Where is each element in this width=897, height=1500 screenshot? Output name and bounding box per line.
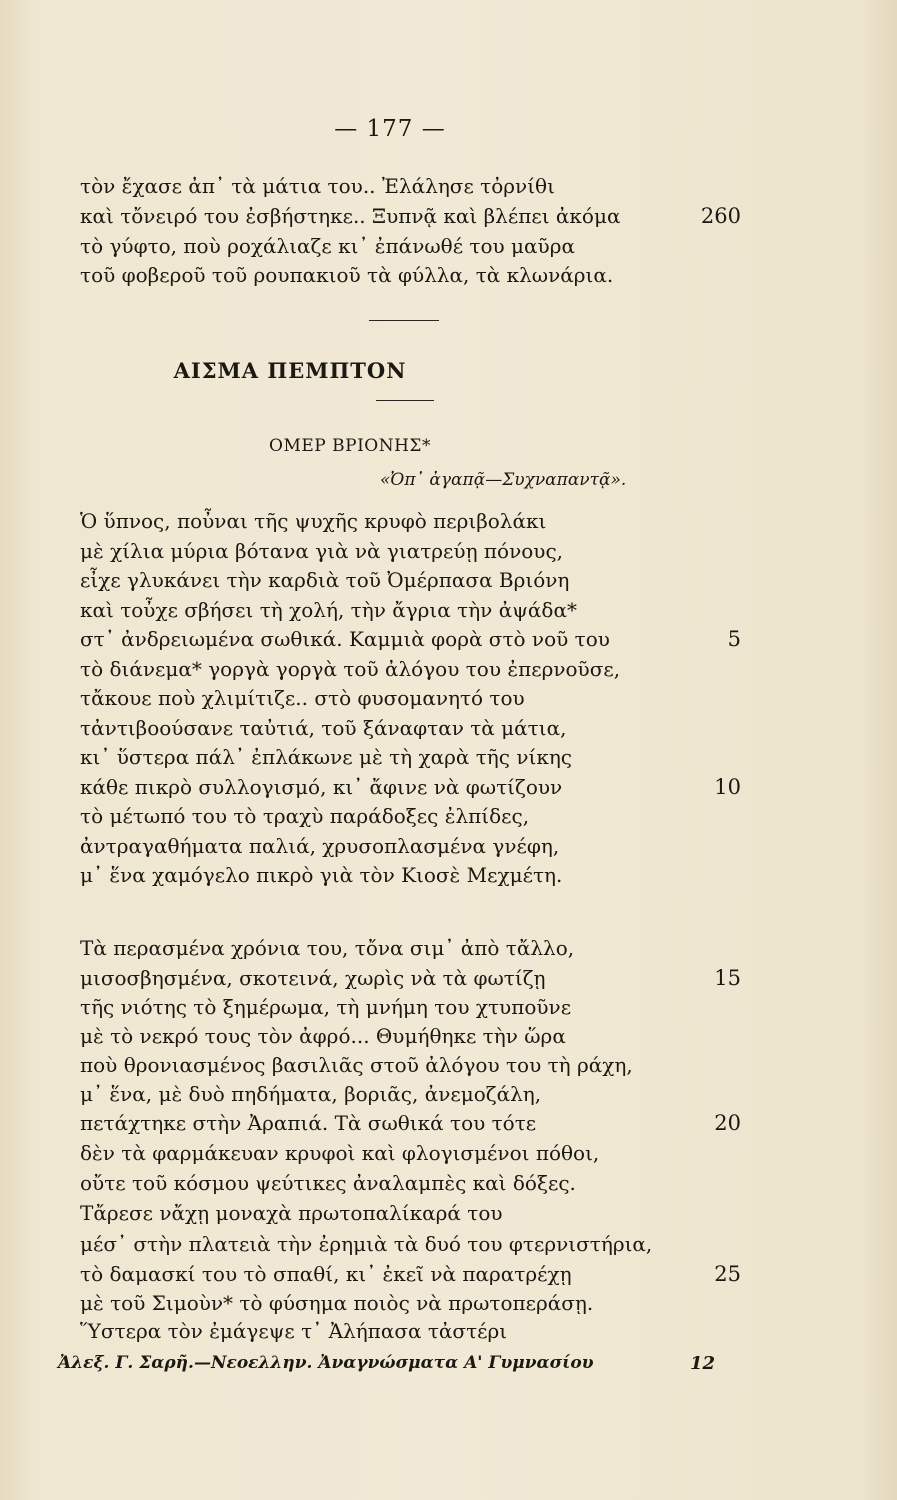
verse-line: μισοσβησμένα, σκοτεινά, χωρὶς νὰ τὰ φωτίζῃ xyxy=(80,966,546,990)
verse-line: μ᾽ ἕνα, μὲ δυὸ πηδήματα, βοριᾶς, ἀνεμοζάλη, xyxy=(80,1082,542,1106)
verse-line: τῆς νιότης τὸ ξημέρωμα, τὴ μνήμη του χτυποῦνε xyxy=(80,995,572,1019)
verse-line: δὲν τὰ φαρμάκευαν κρυφοὶ καὶ φλογισμένοι πόθοι, xyxy=(80,1141,600,1165)
verse-line: πετάχτηκε στὴν Ἀραπιά. Τὰ σωθικά του τότε xyxy=(80,1111,537,1135)
verse-line: τοῦ φοβεροῦ τοῦ ρουπακιοῦ τὰ φύλλα, τὰ κλωνάρια. xyxy=(80,263,614,287)
verse-line: καὶ τοὖχε σβήσει τὴ χολή, τὴν ἄγρια τὴν ἀψάδα* xyxy=(80,598,577,622)
verse-line: τἄκουε ποὺ χλιμίτιζε.. στὸ φυσομανητό του xyxy=(80,686,525,710)
section-divider xyxy=(369,320,439,321)
verse-line: τὸν ἔχασε ἀπ᾽ τὰ μάτια του.. Ἐλάλησε τὀρνίθι xyxy=(80,174,555,198)
verse-line: Ὕστερα τὸν ἐμάγεψε τ᾽ Ἀλήπασα τἀστέρι xyxy=(80,1319,508,1343)
page-number: — 177 — xyxy=(334,116,446,142)
verse-line: τὸ δαμασκί του τὸ σπαθί, κι᾽ ἐκεῖ νὰ παρατρέχῃ xyxy=(80,1262,572,1286)
verse-line: μ᾽ ἕνα χαμόγελο πικρὸ γιὰ τὸν Κιοσὲ Μεχμέτη. xyxy=(80,863,563,887)
verse-line: οὔτε τοῦ κόσμου ψεύτικες ἀναλαμπὲς καὶ δόξες. xyxy=(80,1171,576,1195)
verse-line: τἀντιβοούσανε ταὐτιά, τοῦ ξάναφταν τὰ μάτια, xyxy=(80,716,567,740)
poem-title: ΟΜΕΡ ΒΡΙΟΝΗΣ* xyxy=(269,436,431,456)
verse-line: τὸ γύφτο, ποὺ ροχάλιαζε κι᾽ ἐπάνωθέ του μαῦρα xyxy=(80,234,575,258)
verse-line: μὲ τὸ νεκρό τους τὸν ἀφρό... Θυμήθηκε τὴν ὥρα xyxy=(80,1024,566,1048)
title-underline xyxy=(376,400,434,401)
verse-line: κάθε πικρὸ συλλογισμό, κι᾽ ἄφινε νὰ φωτίζουν xyxy=(80,775,563,799)
signature-number: 12 xyxy=(690,1353,716,1374)
verse-line: τὸ διάνεμα* γοργὰ γοργὰ τοῦ ἀλόγου του ἐπερνοῦσε, xyxy=(80,657,621,681)
verse-line: Τἄρεσε νἄχῃ μοναχὰ πρωτοπαλίκαρά του xyxy=(80,1201,503,1225)
verse-line: τὸ μέτωπό του τὸ τραχὺ παράδοξες ἐλπίδες, xyxy=(80,804,530,828)
verse-line: στ᾽ ἀνδρειωμένα σωθικά. Καμμιὰ φορὰ στὸ νοῦ του xyxy=(80,627,610,651)
verse-line: εἶχε γλυκάνει τὴν καρδιὰ τοῦ Ὀμέρπασα Βριόνη xyxy=(80,568,570,592)
verse-line: ἀντραγαθήματα παλιά, χρυσοπλασμένα γνέφη, xyxy=(80,834,560,858)
page-footer: Ἀλεξ. Γ. Σαρῆ.—Νεοελλην. Ἀναγνώσματα Α' Γυμνασίου xyxy=(58,1353,594,1373)
verse-line: μὲ τοῦ Σιμοὺν* τὸ φύσημα ποιὸς νὰ πρωτοπεράσῃ. xyxy=(80,1291,594,1315)
tune-indication: «Ὀπ᾽ ἀγαπᾷ—Συχναπαντᾷ». xyxy=(380,470,627,490)
line-number: 15 xyxy=(714,966,741,990)
line-number: 25 xyxy=(714,1262,741,1286)
line-number: 5 xyxy=(727,627,741,651)
song-title: ΑΙΣΜΑ ΠΕΜΠΤΟΝ xyxy=(173,358,407,383)
line-number: 260 xyxy=(700,204,741,228)
verse-line: ποὺ θρονιασμένος βασιλιᾶς στοῦ ἀλόγου του τὴ ράχη, xyxy=(80,1053,633,1077)
verse-line: μέσ᾽ στὴν πλατειὰ τὴν ἐρημιὰ τὰ δυό του φτερνιστήρια, xyxy=(80,1232,653,1256)
verse-line: Τὰ περασμένα χρόνια του, τὄνα σιμ᾽ ἀπὸ τἄλλο, xyxy=(80,936,575,960)
verse-line: Ὁ ὕπνος, ποὖναι τῆς ψυχῆς κρυφὸ περιβολάκι xyxy=(80,509,547,533)
verse-line: κι᾽ ὕστερα πάλ᾽ ἐπλάκωνε μὲ τὴ χαρὰ τῆς νίκης xyxy=(80,745,573,769)
verse-line: καὶ τὄνειρό του ἐσβήστηκε.. Ξυπνᾷ καὶ βλέπει ἀκόμα xyxy=(80,204,621,228)
line-number: 10 xyxy=(714,775,741,799)
line-number: 20 xyxy=(714,1111,741,1135)
verse-line: μὲ χίλια μύρια βότανα γιὰ νὰ γιατρεύῃ πόνους, xyxy=(80,539,564,563)
